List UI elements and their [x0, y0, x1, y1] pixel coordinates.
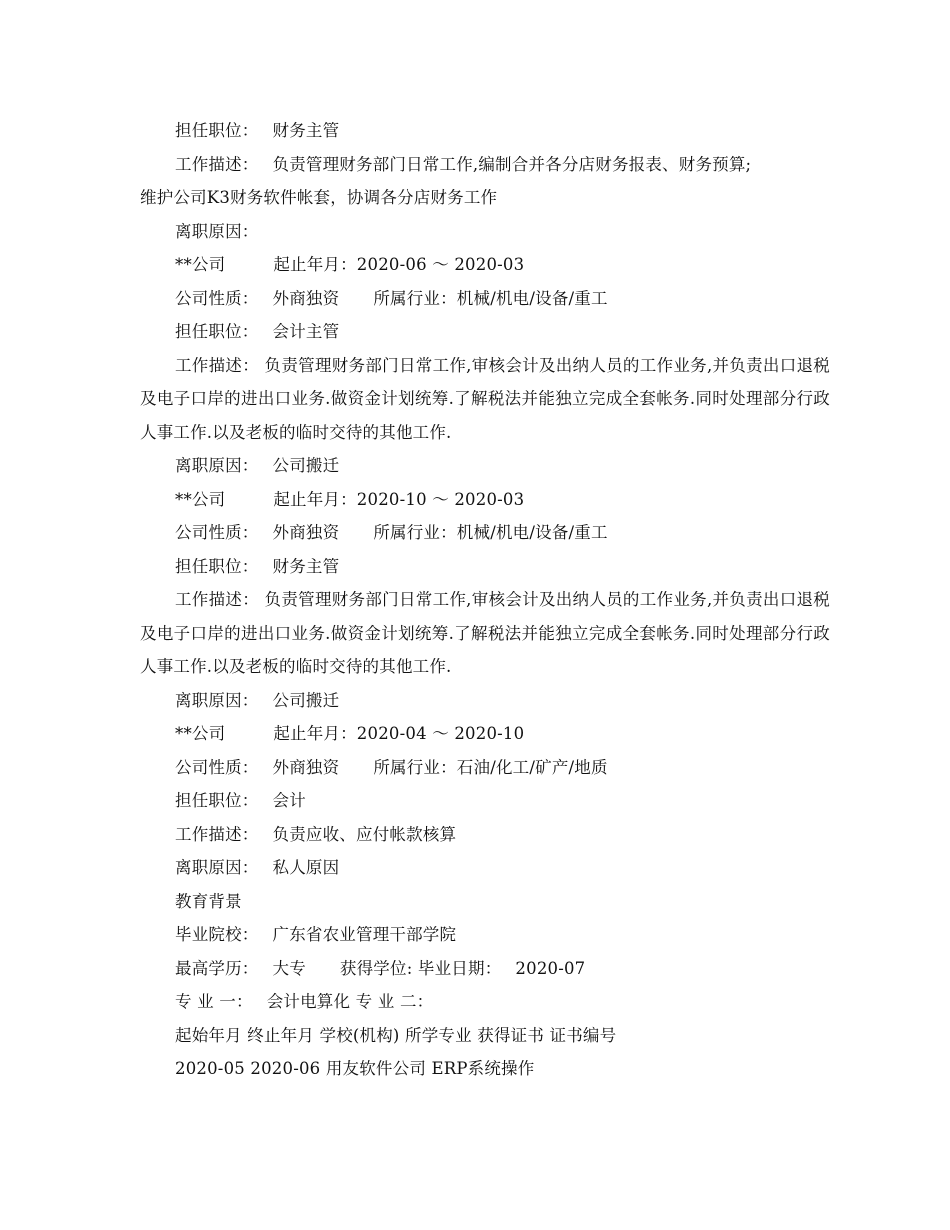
field-label: 公司性质：: [175, 288, 259, 308]
field-value: 会计电算化 专 业 二：: [266, 992, 434, 1011]
job-description-line: [140, 148, 830, 182]
field-label: 离职原因：: [175, 221, 259, 241]
company-name: **公司: [175, 489, 226, 509]
leave-reason-line: [140, 684, 830, 718]
school-line: [140, 918, 830, 952]
field-value: 负责管理财务部门日常工作,编制合并各分店财务报表、财务预算;: [272, 154, 752, 174]
field-value: 外商独资: [272, 757, 340, 777]
field-value: 公司搬迁: [272, 690, 340, 710]
field-label: 工作描述：: [175, 154, 259, 174]
field-label: 担任职位：: [175, 556, 259, 576]
field-label: 担任职位：: [175, 121, 259, 140]
training-header-line: 起始年月 终止年月 学校(机构) 所学专业 获得证书 证书编号: [175, 1025, 617, 1045]
field-value: 私人原因: [272, 858, 340, 877]
field-value: 公司搬迁: [272, 456, 340, 475]
leave-reason-line: [140, 449, 830, 483]
job-description-line: [140, 818, 830, 852]
position-line: [140, 114, 830, 148]
job-description-paragraph: 工作描述： 负责管理财务部门日常工作,审核会计及出纳人员的工作业务,并负责出口退税及电子口岸的进出口业务.做资金计划统筹.了解税法并能独立完成全套帐务.同时处理部分行政人事工作.以及老板的临时交待的其他工作.: [140, 355, 830, 442]
graduation-date: 2020-07: [515, 958, 586, 978]
position-line: [140, 784, 830, 818]
field-label: 离职原因：: [175, 858, 259, 877]
company-line: [140, 483, 830, 517]
field-value: 大专: [272, 958, 306, 978]
field-label: 担任职位：: [175, 322, 259, 341]
company-name: **公司: [175, 724, 226, 743]
degree-label: 获得学位: 毕业日期：: [339, 958, 502, 978]
job-description-paragraph: 工作描述： 负责管理财务部门日常工作,审核会计及出纳人员的工作业务,并负责出口退税及电子口岸的进出口业务.做资金计划统筹.了解税法并能独立完成全套帐务.同时处理部分行政人事工作.以及老板的临时交待的其他工作.: [140, 590, 830, 676]
industry: 所属行业：机械/机电/设备/重工: [373, 523, 608, 542]
field-label: 工作描述：: [175, 824, 259, 844]
major-line: [140, 985, 830, 1019]
field-value: 外商独资: [272, 288, 340, 308]
field-value: 财务主管: [272, 556, 340, 576]
field-value: 外商独资: [272, 523, 340, 542]
field-label: 离职原因：: [175, 690, 259, 710]
position-line: [140, 550, 830, 584]
training-row-line: 2020-05 2020-06 用友软件公司 ERP系统操作: [175, 1059, 535, 1078]
period: 起止年月：2020-06 ～ 2020-03: [273, 255, 525, 274]
company-type-line: [140, 516, 830, 550]
field-label: 毕业院校：: [175, 925, 259, 944]
field-value: 广东省农业管理干部学院: [272, 925, 457, 944]
company-line: [140, 248, 830, 282]
field-label: 专 业 一：: [175, 992, 253, 1011]
leave-reason-line: [140, 851, 830, 885]
field-label: 公司性质：: [175, 523, 259, 542]
period: 起止年月：2020-10 ～ 2020-03: [273, 489, 525, 509]
company-line: [140, 717, 830, 751]
position-line: [140, 315, 830, 349]
field-value: 会计主管: [272, 322, 340, 341]
resume-content: [140, 114, 830, 1086]
industry: 所属行业：机械/机电/设备/重工: [373, 288, 608, 308]
field-value: 会计: [272, 791, 306, 810]
education-heading: 教育背景: [175, 891, 242, 911]
company-type-line: [140, 751, 830, 785]
leave-reason-line: [140, 215, 830, 249]
field-value: 财务主管: [272, 121, 340, 140]
degree-line: [140, 952, 830, 986]
field-label: 公司性质：: [175, 757, 259, 777]
field-label: 最高学历：: [175, 958, 259, 978]
field-label: 担任职位：: [175, 791, 259, 810]
industry: 所属行业：石油/化工/矿产/地质: [373, 757, 608, 777]
field-value: 负责应收、应付帐款核算: [272, 824, 457, 844]
period: 起止年月：2020-04 ～ 2020-10: [273, 724, 525, 743]
company-type-line: [140, 282, 830, 316]
company-name: **公司: [175, 255, 226, 274]
job-description-continuation: 维护公司K3财务软件帐套，协调各分店财务工作: [140, 188, 498, 207]
field-label: 离职原因：: [175, 456, 259, 475]
